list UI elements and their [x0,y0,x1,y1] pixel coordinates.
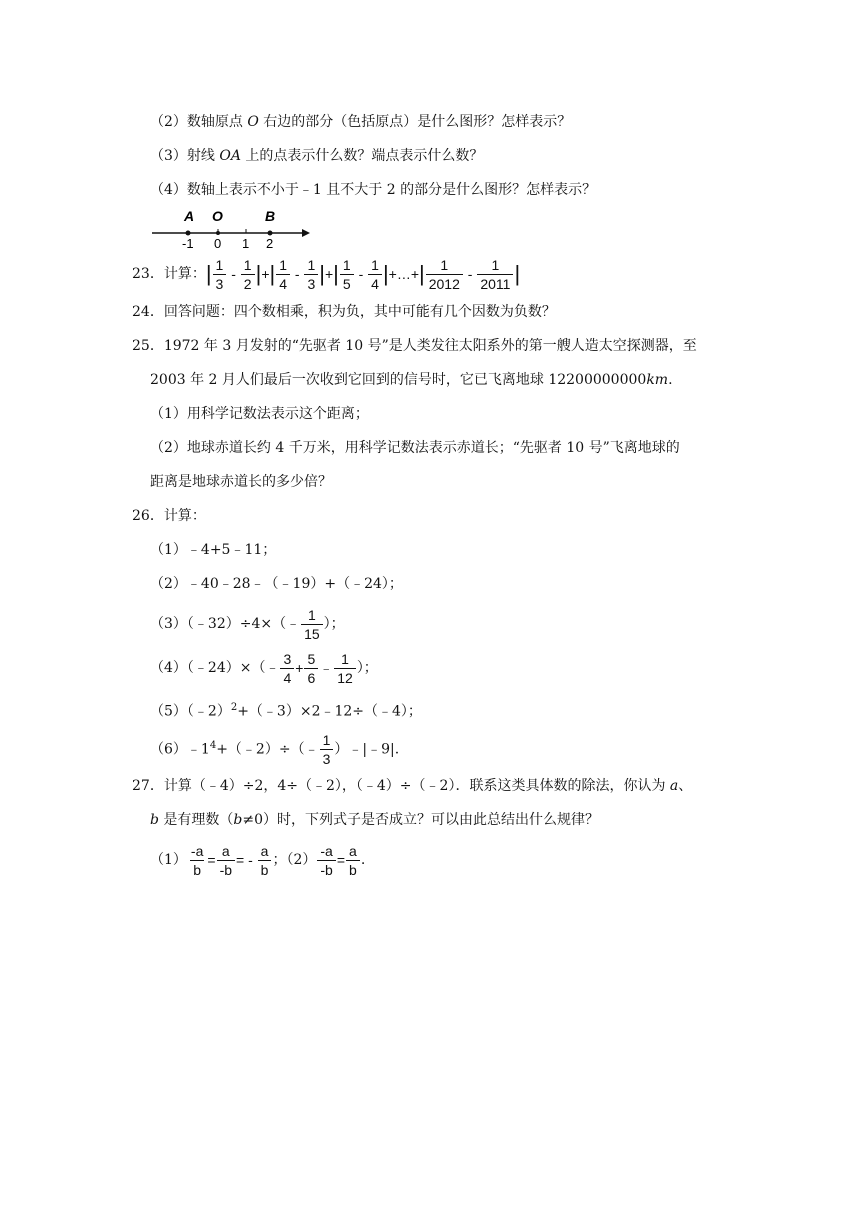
numerator: 3 [283,650,292,667]
q26-part4-text-a: （4）（﹣24）×（﹣ [150,660,280,676]
denominator: 6 [304,668,318,686]
q27-frac-c [258,843,272,878]
q23 [132,254,520,294]
q27-frac-d [317,843,335,878]
q23-frac-3 [276,257,290,292]
q26-part4-frac2 [304,651,318,686]
abs-bar: | [514,261,521,286]
minus-sign: - [244,852,257,868]
number-line-arrow [302,229,310,237]
q27-line1-text: 27．计算（﹣4）÷2，4÷（﹣2），（﹣4）÷（﹣2）．联系这类具体数的除法，你认为 [132,778,670,794]
denominator: -b [317,860,335,878]
q22-part3-text-c: 上的点表示什么数？端点表示什么数？ [240,148,484,164]
q27-line2-text-b: ≠0）时，下列式子是否成立？可以由此总结出什么规律？ [242,812,600,828]
denominator: 4 [276,274,290,292]
q23-prefix: 23．计算： [132,266,206,282]
denominator: b [190,860,204,878]
abs-bar: | [319,261,325,286]
equals-sign: = [236,852,245,868]
q27-frac-b [217,843,235,878]
q27-var-a: a [669,778,679,794]
q27-part1-label: （1） [150,852,187,868]
plus-sign: + [324,266,334,282]
q26-part6-text-b: +（﹣2）÷（﹣ [216,741,319,758]
q27-part2-label: ；（2） [272,852,317,868]
q24: 24．回答问题：四个数相乘，积为负，其中可能有几个因数为负数？ [132,304,556,320]
q23-frac-5 [340,257,354,292]
point-B-dot [268,231,273,236]
q26-part6-text-c: ）﹣|﹣9|. [334,741,400,758]
minus-sign: - [463,266,477,282]
q22-part2-text-a: （2）数轴原点 [150,114,248,130]
numerator: 1 [371,256,379,273]
numerator: 1 [341,650,349,667]
denominator: 2012 [426,274,463,292]
equals-sign: = [336,852,346,868]
q26-part5-text-b: +（﹣3）×2﹣12÷（﹣4）； [237,703,422,720]
q26-part6-text-a: （6）﹣1 [150,741,210,758]
q27-var-b: b [150,812,159,828]
q23-frac-4 [304,257,318,292]
denominator: b [346,860,360,878]
q25-unit: km [646,372,669,388]
point-label-O: O [212,208,223,224]
q26-part4-frac3 [334,651,356,686]
minus-sign: - [354,266,368,282]
q26-part3 [150,604,345,644]
tick-label-2: 2 [266,236,274,251]
q26-part5-text-a: （5）（﹣2） [150,703,231,720]
denominator: 3 [304,274,318,292]
abs-bar: | [255,261,262,286]
number-line-figure [150,206,312,252]
q25-line2 [150,370,673,390]
numerator: 1 [215,256,224,273]
minus-sign: - [227,266,240,282]
denominator: 15 [301,624,323,642]
numerator: -a [320,842,333,859]
numerator: a [260,842,269,859]
q25-line2-text: 2003 年 2 月人们最后一次收到它回到的信号时，它已飞离地球 12200000000 [150,372,647,388]
denominator: b [258,860,272,878]
q25-line1: 25．1972 年 3 月发射的“先驱者 10 号”是人类发往太阳系外的第一艘人造太空探测器，至 [132,338,697,354]
q25-period: . [668,372,673,388]
plus-sign: + [295,660,304,676]
q26-part4-frac1 [280,651,294,686]
q25-part1: （1）用科学记数法表示这个距离； [150,406,369,422]
abs-bar: | [205,261,212,286]
q22-part3 [150,146,483,166]
q23-frac-2 [241,257,255,292]
q23-frac-7 [426,257,463,292]
q23-frac-6 [368,257,382,292]
numerator: 1 [243,256,252,273]
equals-sign: = [207,852,216,868]
point-O-dot [216,231,220,235]
q26-part3-text-a: （3）（﹣32）÷4×（﹣ [150,616,301,632]
tick-label-0: 0 [214,236,222,251]
q23-frac-8 [477,257,513,292]
q27-frac-e [346,843,360,878]
numerator: 1 [322,732,331,749]
q26-part1: （1）﹣4+5﹣11； [150,542,277,558]
q26-part6-frac [320,732,334,767]
tick-label-neg1: -1 [182,236,194,251]
q22-part2-origin: O [247,114,259,130]
q22-part3-text-a: （3）射线 [150,148,220,164]
q26-part3-frac [301,607,323,642]
plus-sign: + [261,266,270,282]
q22-part2-text-c: 右边的部分（色括原点）是什么图形？怎样表示？ [258,114,572,130]
ellipsis: +…+ [388,266,420,282]
q22-part2 [150,112,571,132]
numerator: 1 [491,256,500,273]
numerator: 1 [279,256,288,273]
numerator: 1 [307,606,316,623]
point-label-A: A [184,208,195,224]
denominator: 12 [334,668,356,686]
denominator: 2 [241,274,255,292]
q25-part2: （2）地球赤道长约 4 千万米，用科学记数法表示赤道长；“先驱者 10 号”飞离地球的 [150,440,680,456]
q26-part2: （2）﹣40﹣28﹣（﹣19）+（﹣24）； [150,576,403,592]
denominator: -b [217,860,235,878]
q27-line2-text-a: 是有理数（ [158,812,234,828]
numerator: 1 [342,256,351,273]
q26-title: 26．计算： [132,508,206,524]
numerator: a [221,842,230,859]
minus-sign: ﹣ [319,660,334,676]
denominator: 4 [368,274,382,292]
numerator: -a [190,842,204,859]
point-label-B: B [265,208,276,224]
denominator: 2011 [477,274,513,292]
denominator: 3 [213,274,227,292]
denominator: 4 [280,668,294,686]
q27-line1-sep: 、 [678,778,693,794]
abs-bar: | [419,261,425,286]
q27-frac-a [188,843,206,878]
numerator: a [349,842,357,859]
numerator: 1 [307,256,316,273]
q27-line2 [150,810,599,830]
abs-bar: | [333,261,339,286]
q27-line1 [132,776,692,796]
tick-label-1: 1 [242,236,250,251]
numerator: 1 [440,256,449,273]
q27-var-b2: b [233,812,243,828]
q26-part4-text-b: ）； [356,660,378,676]
abs-bar: | [269,261,276,286]
period: . [360,852,366,868]
q26-part6 [150,726,399,770]
q26-part5 [150,698,422,722]
q26-part4 [150,648,378,688]
exponent: 4 [209,740,217,751]
q22-part3-ray: OA [219,148,241,164]
exponent: 2 [230,702,238,713]
minus-sign: - [291,266,304,282]
q27-formulas [150,840,365,880]
q25-part2-cont: 距离是地球赤道长的多少倍？ [150,474,332,490]
q22-part4: （4）数轴上表示不小于﹣1 且不大于 2 的部分是什么图形？怎样表示？ [150,182,597,198]
q23-frac-1 [213,257,227,292]
abs-bar: | [382,261,389,286]
q26-part3-text-b: ）； [323,616,345,632]
numerator: 5 [307,650,316,667]
denominator: 5 [340,274,354,292]
denominator: 3 [320,749,334,767]
point-A-dot [186,231,191,236]
